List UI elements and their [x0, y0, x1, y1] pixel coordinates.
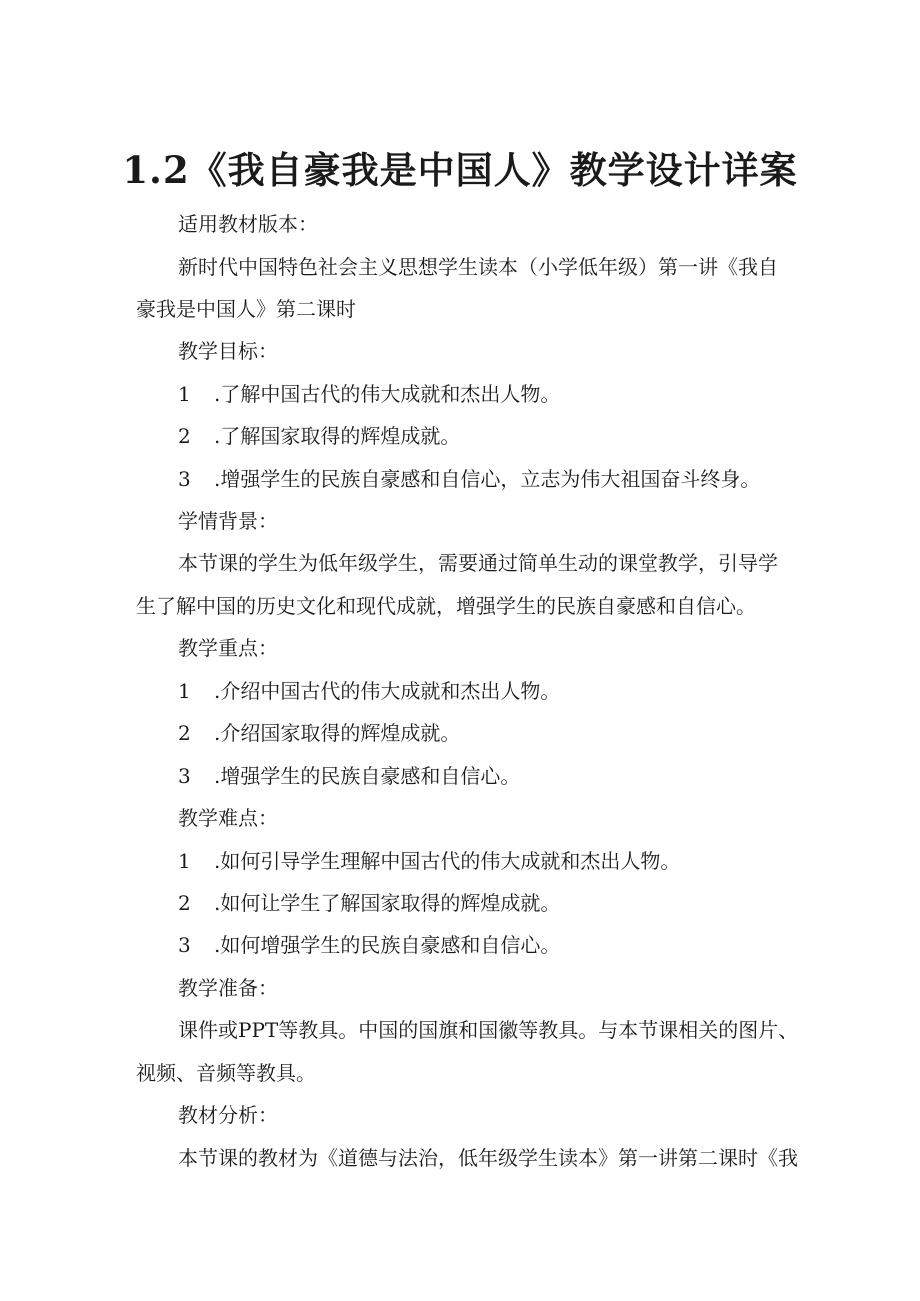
key-point-text: .介绍中国古代的伟大成就和杰出人物。 [214, 679, 561, 703]
key-point-number: 3 [178, 764, 191, 788]
difficulty-text: .如何让学生了解国家取得的辉煌成就。 [214, 891, 561, 915]
key-point-item-2 [178, 719, 460, 747]
difficulty-text: .如何引导学生理解中国古代的伟大成就和杰出人物。 [214, 849, 681, 873]
analysis-heading: 教材分析： [178, 1103, 278, 1127]
difficulties-heading: 教学难点： [178, 806, 278, 830]
key-point-text: .介绍国家取得的辉煌成就。 [214, 721, 461, 745]
goal-item-3 [178, 465, 760, 493]
key-point-item-1 [178, 677, 560, 705]
edition-text-line-2: 豪我是中国人》第二课时 [136, 297, 356, 321]
goal-item-number: 3 [178, 467, 191, 491]
goal-item-number: 2 [178, 424, 191, 448]
background-heading: 学情背景： [178, 509, 278, 533]
key-points-heading: 教学重点： [178, 636, 278, 660]
edition-text-line-1: 新时代中国特色社会主义思想学生读本（小学低年级）第一讲《我自 [178, 255, 778, 279]
goal-item-2 [178, 422, 460, 450]
preparation-text-line-2: 视频、音频等教具。 [136, 1061, 316, 1085]
difficulty-text: .如何增强学生的民族自豪感和自信心。 [214, 933, 561, 957]
preparation-text-line-1: 课件或PPT等教具。中国的国旗和国徽等教具。与本节课相关的图片、 [178, 1018, 799, 1042]
background-text-line-2: 生了解中国的历史文化和现代成就，增强学生的民族自豪感和自信心。 [136, 594, 756, 618]
goal-item-text: .了解国家取得的辉煌成就。 [214, 424, 461, 448]
preparation-heading: 教学准备： [178, 976, 278, 1000]
difficulty-number: 2 [178, 891, 191, 915]
key-point-text: .增强学生的民族自豪感和自信心。 [214, 764, 521, 788]
difficulty-item-1 [178, 847, 680, 875]
background-text-line-1: 本节课的学生为低年级学生，需要通过简单生动的课堂教学，引导学 [178, 551, 778, 575]
goal-item-number: 1 [178, 382, 191, 406]
difficulty-item-3 [178, 931, 560, 959]
difficulty-number: 1 [178, 849, 191, 873]
key-point-number: 1 [178, 679, 191, 703]
goals-heading: 教学目标： [178, 339, 278, 363]
goal-item-text: .增强学生的民族自豪感和自信心，立志为伟大祖国奋斗终身。 [214, 467, 761, 491]
goal-item-text: .了解中国古代的伟大成就和杰出人物。 [214, 382, 561, 406]
key-point-number: 2 [178, 721, 191, 745]
analysis-text-line-1: 本节课的教材为《道德与法治，低年级学生读本》第一讲第二课时《我 [178, 1146, 798, 1170]
goal-item-1 [178, 380, 560, 408]
edition-heading: 适用教材版本： [178, 212, 318, 236]
difficulty-number: 3 [178, 933, 191, 957]
document-title: 1.2《我自豪我是中国人》教学设计详案 [122, 148, 798, 192]
difficulty-item-2 [178, 889, 560, 917]
key-point-item-3 [178, 762, 520, 790]
